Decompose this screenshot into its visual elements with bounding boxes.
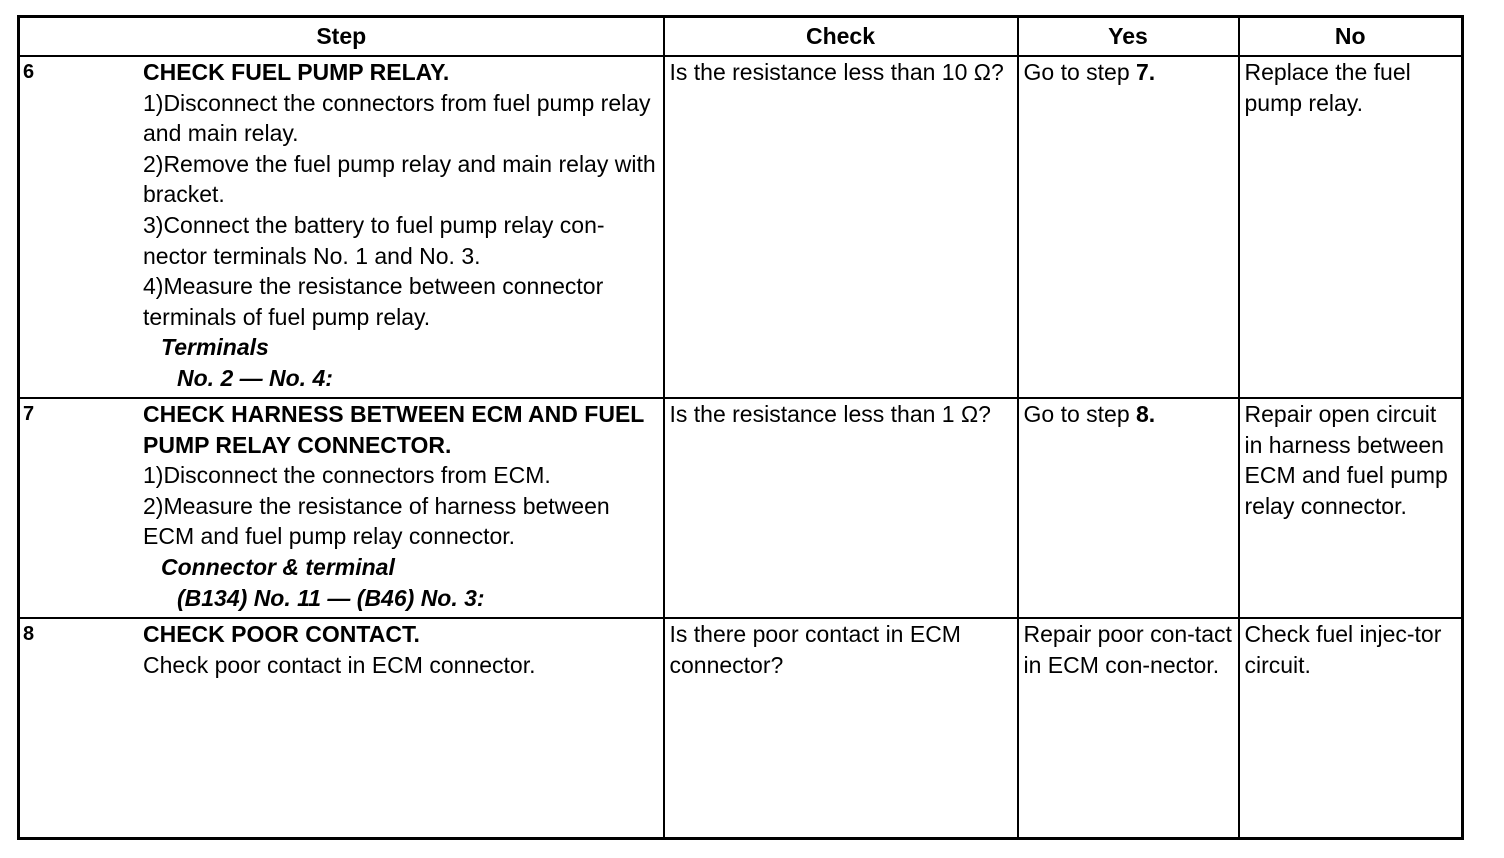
check-cell: Is there poor contact in ECM connector?	[664, 618, 1018, 839]
header-no: No	[1239, 17, 1463, 57]
check-cell: Is the resistance less than 1 Ω?	[664, 398, 1018, 618]
step-title: CHECK FUEL PUMP RELAY.	[143, 59, 450, 85]
instruction: 2)Remove the fuel pump relay and main relay with bracket.	[143, 150, 656, 208]
no-cell: Repair open circuit in harness between ECM and fuel pump relay connector.	[1239, 398, 1463, 618]
yes-step-ref: 8.	[1136, 401, 1156, 427]
yes-step-ref: 7.	[1136, 59, 1156, 85]
header-step: Step	[19, 17, 664, 57]
instruction: 1)Disconnect the connectors from ECM.	[143, 462, 551, 489]
step-title: CHECK HARNESS BETWEEN ECM AND FUEL PUMP RELAY CONNECTOR.	[143, 401, 644, 458]
step-body	[138, 619, 663, 680]
instruction: 3)Connect the battery to fuel pump relay con-nector terminals No. 1 and No. 3.	[143, 211, 605, 269]
instruction: 4)Measure the resistance between connector terminals of fuel pump relay.	[143, 273, 604, 330]
spec-value: No. 2 — No. 4:	[177, 364, 333, 391]
yes-cell	[1018, 398, 1239, 618]
table-row	[19, 56, 1463, 398]
yes-cell	[1018, 56, 1239, 398]
step-number: 8	[23, 623, 35, 645]
spec-label: Connector & terminal	[161, 553, 395, 580]
step-body	[138, 399, 663, 613]
check-cell: Is the resistance less than 10 Ω?	[664, 56, 1018, 398]
step-body	[138, 57, 663, 394]
no-cell: Check fuel injec-tor circuit.	[1239, 618, 1463, 839]
step-number: 6	[23, 61, 35, 83]
yes-text: Go to step	[1023, 401, 1137, 427]
step-number: 7	[23, 403, 35, 425]
no-cell: Replace the fuel pump relay.	[1239, 56, 1463, 398]
step-cell	[19, 56, 664, 398]
yes-cell: Repair poor con-tact in ECM con-nector.	[1018, 618, 1239, 839]
header-row	[19, 17, 1463, 57]
header-yes: Yes	[1018, 17, 1239, 57]
instruction: 1)Disconnect the connectors from fuel pump relay and main relay.	[143, 89, 651, 147]
step-title: CHECK POOR CONTACT.	[143, 621, 420, 647]
yes-text: Go to step	[1023, 59, 1137, 85]
instruction: 2)Measure the resistance of harness between ECM and fuel pump relay connector.	[143, 492, 610, 550]
table-row	[19, 618, 1463, 839]
step-cell	[19, 618, 664, 839]
header-check: Check	[664, 17, 1018, 57]
spec-value: (B134) No. 11 — (B46) No. 3:	[177, 584, 485, 611]
table-row	[19, 398, 1463, 618]
diagnostic-table	[17, 15, 1464, 840]
step-cell	[19, 398, 664, 618]
spec-label: Terminals	[161, 334, 269, 361]
instruction: Check poor contact in ECM connector.	[143, 651, 536, 678]
